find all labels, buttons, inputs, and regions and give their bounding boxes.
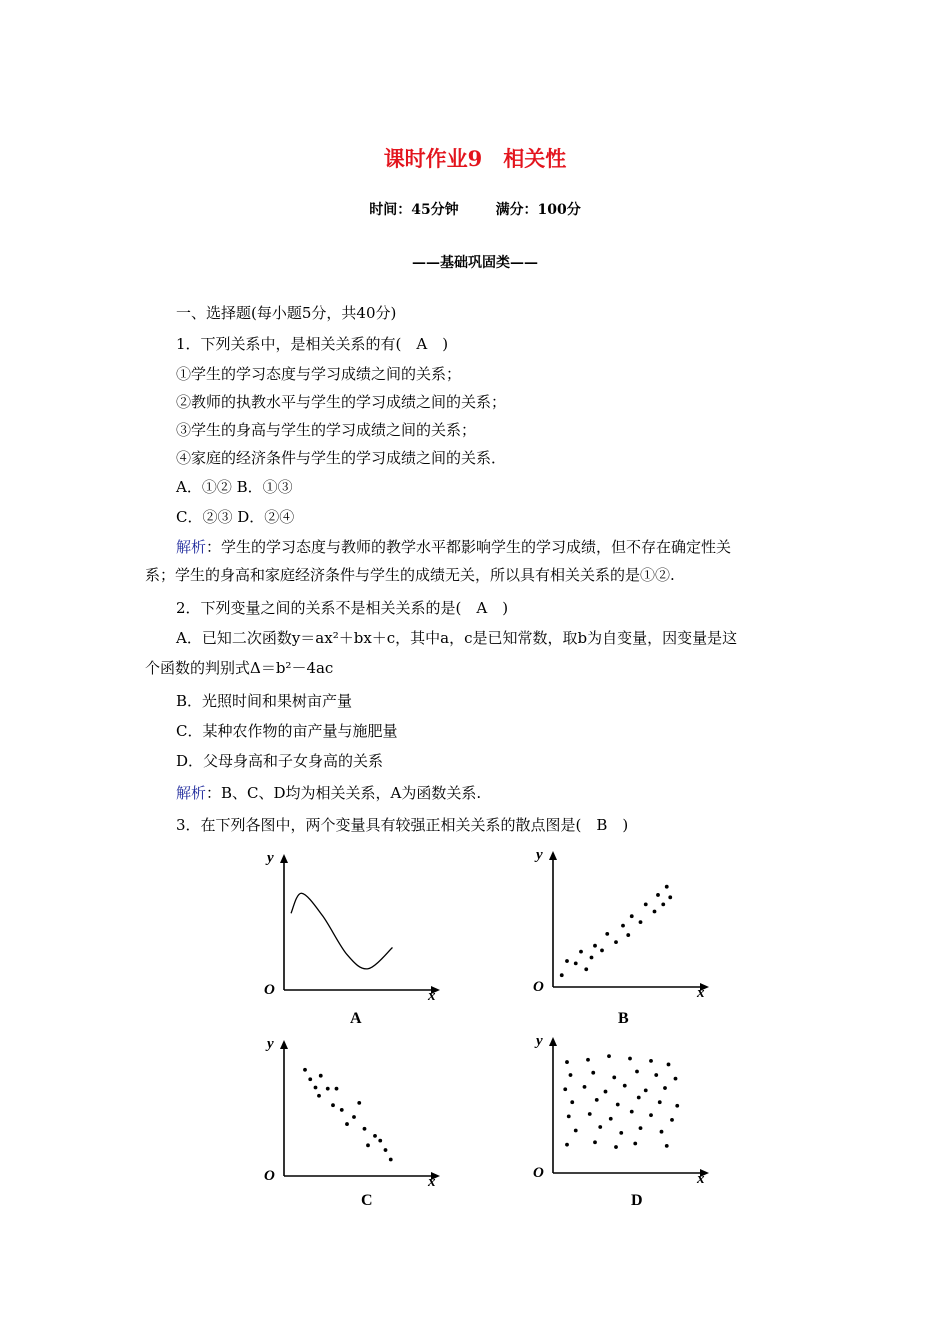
analysis-label: 解析 <box>176 784 207 802</box>
data-point <box>570 1100 574 1104</box>
data-point <box>633 1142 637 1146</box>
data-point <box>598 1125 602 1129</box>
data-point <box>591 1071 595 1075</box>
y-axis-label: y <box>536 1033 543 1049</box>
data-point <box>658 1100 662 1104</box>
data-point <box>612 1076 616 1080</box>
data-point <box>637 1096 641 1100</box>
origin-label: O <box>533 979 544 995</box>
data-point <box>616 1103 620 1107</box>
data-point <box>663 1086 667 1090</box>
y-axis-arrow <box>549 1037 557 1046</box>
data-point <box>649 1059 653 1063</box>
data-point <box>609 1117 613 1121</box>
data-point <box>583 1085 587 1089</box>
q2-analysis: 解析：B、C、D均为相关关系，A为函数关系. <box>176 784 482 802</box>
data-point <box>565 1060 569 1064</box>
data-point <box>604 1090 608 1094</box>
q1-item-4: ④家庭的经济条件与学生的学习成绩之间的关系． <box>176 449 507 467</box>
data-point <box>586 1058 590 1062</box>
data-point <box>639 1126 643 1130</box>
plot-name-label: C <box>361 1192 373 1209</box>
data-point <box>565 1143 569 1147</box>
time-limit: 时间：45分钟 <box>369 202 459 218</box>
data-point <box>635 1070 639 1074</box>
data-point <box>654 1073 658 1077</box>
q2-stem: 2．下列变量之间的关系不是相关关系的是( A ) <box>176 599 509 617</box>
data-point <box>563 1087 567 1091</box>
data-point <box>675 1104 679 1108</box>
data-point <box>623 1084 627 1088</box>
data-point <box>569 1073 573 1077</box>
q1-analysis-line2: 系；学生的身高和家庭经济条件与学生的成绩无关，所以具有相关关系的是①②. <box>145 566 675 584</box>
q1-item-2: ②教师的执教水平与学生的学习成绩之间的关系； <box>176 393 507 411</box>
data-point <box>649 1113 653 1117</box>
x-axis-label: x <box>697 985 705 1001</box>
data-point <box>595 1098 599 1102</box>
y-axis-label: y <box>267 850 274 866</box>
data-point <box>574 1129 578 1133</box>
part-heading: 一、选择题(每小题5分，共40分) <box>176 304 397 322</box>
q1-options-cd: C．②③ D．②④ <box>176 508 295 526</box>
data-point <box>567 1114 571 1118</box>
plot-name-label: D <box>631 1192 643 1209</box>
q1-stem: 1．下列关系中，是相关关系的有( A ) <box>176 335 449 353</box>
data-point <box>644 1089 648 1093</box>
plot-name-label: B <box>618 1010 629 1027</box>
data-point <box>588 1112 592 1116</box>
q2-option-c: C．某种农作物的亩产量与施肥量 <box>176 722 398 740</box>
q3-stem: 3．在下列各图中，两个变量具有较强正相关关系的散点图是( B ) <box>176 816 629 834</box>
x-axis-label: x <box>428 1174 436 1190</box>
plot-name-label: A <box>350 1010 362 1027</box>
data-point <box>665 1144 669 1148</box>
q1-item-3: ③学生的身高与学生的学习成绩之间的关系； <box>176 421 477 439</box>
data-point <box>593 1140 597 1144</box>
analysis-label: 解析 <box>176 538 207 556</box>
q2-option-a-line2: 个函数的判别式Δ＝b²－4ac <box>145 659 334 677</box>
data-point <box>628 1057 632 1061</box>
section-heading: ——基础巩固类—— <box>412 255 538 271</box>
data-point <box>607 1054 611 1058</box>
full-score: 满分：100分 <box>495 202 581 218</box>
q2-option-b: B．光照时间和果树亩产量 <box>176 692 353 710</box>
page-title: 课时作业9 相关性 <box>383 146 567 171</box>
q1-analysis-line1: 解析：学生的学习态度与教师的教学水平都影响学生的学习成绩，但不存在确定性关 <box>176 538 732 556</box>
x-axis-label: x <box>697 1171 705 1187</box>
data-point <box>614 1145 618 1149</box>
data-point <box>660 1130 664 1134</box>
q2-option-a-line1: A．已知二次函数y＝ax²＋bx＋c，其中a，c是已知常数，取b为自变量，因变量是这 <box>176 629 738 647</box>
data-point <box>667 1063 671 1067</box>
origin-label: O <box>533 1165 544 1181</box>
data-point <box>630 1110 634 1114</box>
x-axis-label: x <box>428 988 436 1004</box>
data-point <box>619 1131 623 1135</box>
data-point <box>674 1077 678 1081</box>
q1-options-ab: A．①② B．①③ <box>176 478 293 496</box>
q2-option-d: D．父母身高和子女身高的关系 <box>176 752 384 770</box>
origin-label: O <box>264 982 275 998</box>
q1-item-1: ①学生的学习态度与学习成绩之间的关系； <box>176 365 462 383</box>
y-axis-label: y <box>267 1036 274 1052</box>
data-point <box>670 1118 674 1122</box>
y-axis-label: y <box>536 847 543 863</box>
origin-label: O <box>264 1168 275 1184</box>
